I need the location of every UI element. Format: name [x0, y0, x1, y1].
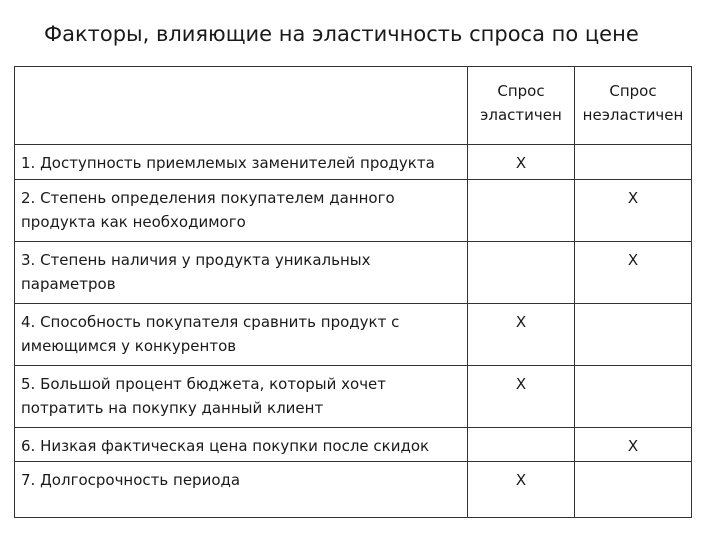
- table-row: [15, 428, 692, 462]
- header-elastic-line1: Спрос: [497, 82, 545, 100]
- header-inelastic-cell: [575, 67, 692, 145]
- inelastic-mark-cell: [575, 462, 692, 518]
- header-row: [15, 67, 692, 145]
- header-inelastic-line1: Спрос: [609, 82, 657, 100]
- factor-cell: 5. Большой процент бюджета, который хочет потратить на покупку данный клиент: [15, 366, 468, 428]
- elastic-mark-cell: Х: [468, 304, 575, 366]
- inelastic-mark-cell: [575, 366, 692, 428]
- factor-cell: 4. Способность покупателя сравнить продукт с имеющимся у конкурентов: [15, 304, 468, 366]
- page-title: Факторы, влияющие на эластичность спроса по цене: [44, 22, 639, 46]
- inelastic-mark-cell: Х: [575, 180, 692, 242]
- factor-cell: 6. Низкая фактическая цена покупки после скидок: [15, 428, 468, 462]
- elastic-mark-cell: Х: [468, 462, 575, 518]
- table-row: [15, 462, 692, 518]
- header-inelastic-line2: неэластичен: [582, 106, 684, 124]
- inelastic-mark-cell: Х: [575, 428, 692, 462]
- table-row: [15, 180, 692, 242]
- elastic-mark-cell: [468, 180, 575, 242]
- inelastic-mark-cell: [575, 145, 692, 180]
- table-row: [15, 145, 692, 180]
- elastic-mark-cell: [468, 428, 575, 462]
- factor-cell: 7. Долгосрочность периода: [15, 462, 468, 518]
- table-row: [15, 242, 692, 304]
- factors-table: [14, 66, 692, 518]
- header-factor-cell: [15, 67, 468, 145]
- inelastic-mark-cell: [575, 304, 692, 366]
- header-elastic-cell: [468, 67, 575, 145]
- factor-cell: 1. Доступность приемлемых заменителей продукта: [15, 145, 468, 180]
- elastic-mark-cell: Х: [468, 366, 575, 428]
- factor-cell: 3. Степень наличия у продукта уникальных параметров: [15, 242, 468, 304]
- header-elastic-line2: эластичен: [480, 106, 562, 124]
- inelastic-mark-cell: Х: [575, 242, 692, 304]
- table-row: [15, 366, 692, 428]
- factor-cell: 2. Степень определения покупателем данного продукта как необходимого: [15, 180, 468, 242]
- elastic-mark-cell: Х: [468, 145, 575, 180]
- elastic-mark-cell: [468, 242, 575, 304]
- table-row: [15, 304, 692, 366]
